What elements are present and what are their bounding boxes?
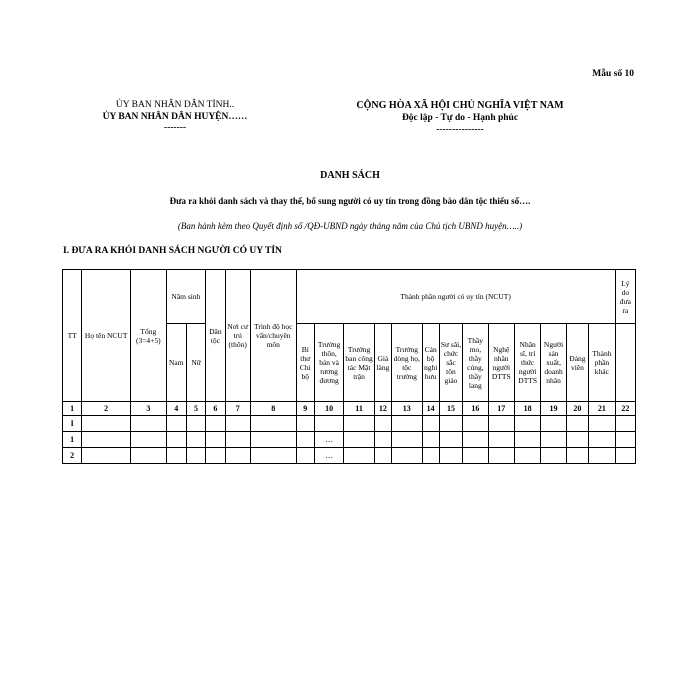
header-clan-head: Trưởng dòng họ, tộc trưởng (392, 324, 422, 402)
header-entrepreneur: Người sản xuất, doanh nhân (541, 324, 566, 402)
column-number: 21 (589, 402, 616, 416)
column-number: 12 (374, 402, 391, 416)
header-front-head: Trưởng ban công tác Mặt trận (344, 324, 374, 402)
column-number: 9 (296, 402, 314, 416)
issued-note: (Ban hành kèm theo Quyết định số /QĐ-UBND ngày tháng năm của Chủ tịch UBND huyện…..) (177, 221, 523, 231)
row-cell: … (314, 432, 343, 448)
header-other: Thành phần khác (589, 324, 616, 402)
column-number: 15 (439, 402, 462, 416)
row-cell (314, 416, 343, 432)
column-number: 7 (225, 402, 250, 416)
header-party-member: Đảng viên (566, 324, 588, 402)
table-row (63, 416, 636, 432)
authority-province: ỦY BAN NHÂN DÂN TỈNH.. (115, 100, 235, 110)
row-tt: I (63, 416, 82, 432)
header-intellectual: Nhân sĩ, trí thức người DTTS (514, 324, 540, 402)
header-composition: Thành phần người có uy tín (NCUT) (296, 270, 615, 324)
header-party-secretary: Bí thư Chi bộ (296, 324, 314, 402)
issuing-authority (80, 100, 270, 135)
column-number: 17 (488, 402, 514, 416)
table-row (63, 448, 636, 464)
header-artisan: Nghệ nhân người DTTS (488, 324, 514, 402)
column-number: 14 (422, 402, 439, 416)
row-tt: 2 (63, 448, 82, 464)
row-tt: 1 (63, 432, 82, 448)
header-tt: TT (63, 270, 82, 402)
header-religious-dignitary: Sư sãi, chức sắc tôn giáo (439, 324, 462, 402)
column-number: 4 (166, 402, 186, 416)
header-birth-year: Năm sinh (166, 270, 206, 324)
header-reason-cell (615, 324, 635, 402)
column-number-row (63, 402, 636, 416)
header-village-head: Trưởng thôn, bản và tương đương (314, 324, 343, 402)
header-retired-official: Cán bộ nghỉ hưu (422, 324, 439, 402)
column-number: 8 (250, 402, 296, 416)
header-reason: Lý do đưa ra (615, 270, 635, 324)
column-number: 16 (463, 402, 488, 416)
header-residence: Nơi cư trú (thôn) (225, 270, 250, 402)
header-village-elder: Già làng (374, 324, 391, 402)
header-shaman: Thầy mo, thầy cúng, thầy lang (463, 324, 488, 402)
column-number: 22 (615, 402, 635, 416)
table-row (63, 432, 636, 448)
document-subtitle: Đưa ra khỏi danh sách và thay thế, bổ sung người có uy tín trong đồng bào dân tộc thiểu số…. (169, 196, 531, 206)
document-title: DANH SÁCH (320, 170, 380, 181)
section-title: I. ĐƯA RA KHỎI DANH SÁCH NGƯỜI CÓ UY TÍN (63, 246, 282, 256)
national-header (330, 100, 590, 136)
national-divider: --------------- (436, 125, 484, 135)
header-name: Họ tên NCUT (82, 270, 131, 402)
header-total: Tổng (3=4+5) (131, 270, 167, 402)
column-number: 11 (344, 402, 374, 416)
row-cell: … (314, 448, 343, 464)
authority-district: ỦY BAN NHÂN DÂN HUYỆN…… (102, 111, 248, 122)
column-number: 20 (566, 402, 588, 416)
column-number: 13 (392, 402, 422, 416)
header-education: Trình độ học vấn/chuyên môn (250, 270, 296, 402)
column-number: 6 (206, 402, 225, 416)
column-number: 2 (82, 402, 131, 416)
column-number: 5 (186, 402, 205, 416)
header-male: Nam (166, 324, 186, 402)
column-number: 18 (514, 402, 540, 416)
column-number: 1 (63, 402, 82, 416)
authority-divider: ------- (163, 123, 187, 133)
national-title: CỘNG HÒA XÃ HỘI CHỦ NGHĨA VIỆT NAM (356, 100, 564, 111)
column-number: 10 (314, 402, 343, 416)
header-female: Nữ (186, 324, 205, 402)
form-number: Mẫu số 10 (592, 69, 634, 79)
column-number: 3 (131, 402, 167, 416)
column-number: 19 (541, 402, 566, 416)
header-ethnicity: Dân tộc (206, 270, 225, 402)
removal-list-table (62, 269, 636, 464)
national-motto: Độc lập - Tự do - Hạnh phúc (401, 113, 519, 123)
